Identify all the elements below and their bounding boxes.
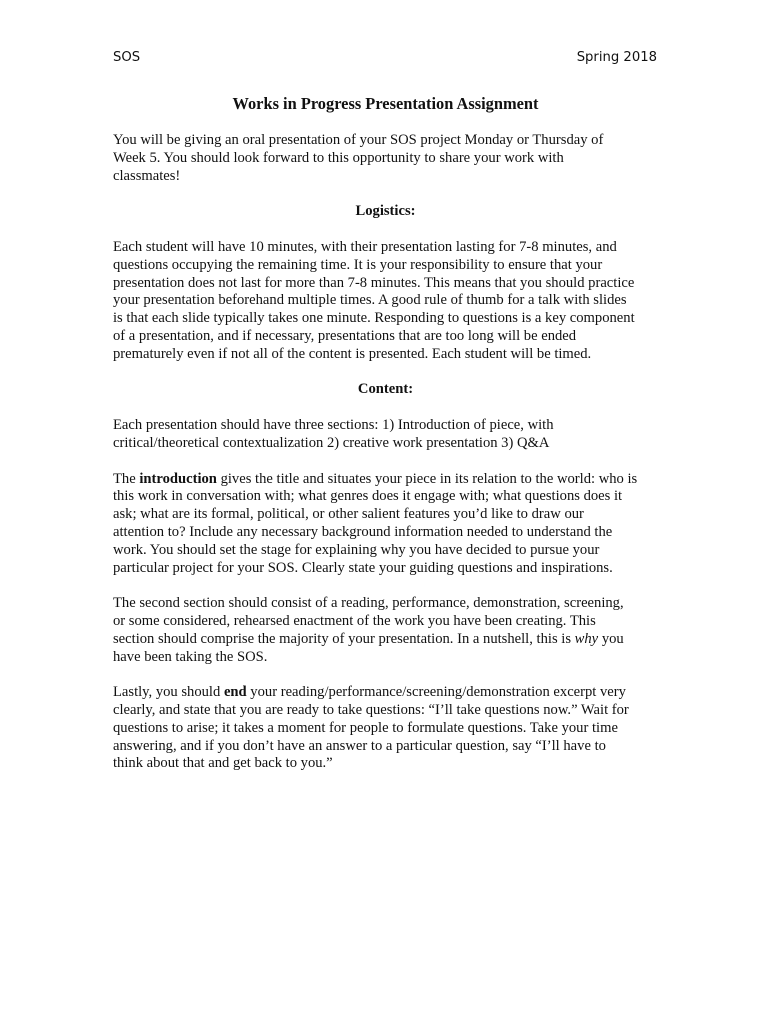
- final-line: think about that and get back to you.”: [113, 755, 333, 772]
- introduction-first-line: [113, 471, 658, 489]
- final-line-rest: your reading/performance/screening/demonstration excerpt very: [246, 684, 626, 701]
- final-first-line: [113, 684, 658, 702]
- logistics-heading: Logistics:: [355, 203, 416, 220]
- intro-line: Week 5. You should look forward to this opportunity to share your work with: [113, 149, 564, 166]
- final-line: clearly, and state that you are ready to take questions: “I’ll take questions now.” Wait for: [113, 701, 629, 718]
- page-header: [113, 48, 657, 68]
- final-line: answering, and if you don’t have an answer to a particular question, say “I’ll have to: [113, 737, 606, 754]
- second-section-line-end: you: [598, 630, 624, 647]
- intro-line: classmates!: [113, 167, 181, 184]
- second-section-line-start: section should comprise the majority of your presentation. In a nutshell, this is: [113, 630, 575, 647]
- header-term: Spring 2018: [576, 50, 657, 65]
- introduction-lead: The: [113, 470, 140, 487]
- introduction-line: particular project for your SOS. Clearly state your guiding questions and inspirations.: [113, 559, 613, 576]
- logistics-line: prematurely even if not all of the content is presented. Each student will be timed.: [113, 345, 592, 362]
- sections-line: Each presentation should have three sections: 1) Introduction of piece, with: [113, 417, 554, 434]
- introduction-line: work. You should set the stage for explaining why you have decided to pursue your: [113, 541, 600, 558]
- final-term-end: end: [223, 684, 247, 701]
- introduction-line-rest: gives the title and situates your piece in its relation to the world: who is: [216, 470, 638, 487]
- introduction-term: introduction: [139, 470, 217, 487]
- final-paragraph: [113, 684, 658, 773]
- document-title: Works in Progress Presentation Assignment: [232, 94, 539, 113]
- logistics-line: questions occupying the remaining time. It is your responsibility to ensure that your: [113, 256, 603, 273]
- second-section-line: have been taking the SOS.: [113, 648, 268, 665]
- second-section-paragraph: [113, 595, 658, 666]
- second-section-line: The second section should consist of a reading, performance, demonstration, screening,: [113, 595, 624, 612]
- introduction-line: attention to? Include any necessary background information needed to understand the: [113, 523, 613, 540]
- logistics-line: Each student will have 10 minutes, with their presentation lasting for 7-8 minutes, and: [113, 238, 617, 255]
- logistics-line: of a presentation, and if necessary, presentations that are too long will be ended: [113, 327, 577, 344]
- introduction-paragraph: [113, 471, 658, 578]
- final-line: questions to arise; it takes a moment for people to formulate questions. Take your time: [113, 719, 618, 736]
- sections-paragraph: [113, 417, 658, 453]
- intro-line: You will be giving an oral presentation of your SOS project Monday or Thursday of: [113, 132, 604, 148]
- second-section-line: or some considered, rehearsed enactment of the work you have been creating. This: [113, 612, 596, 629]
- header-course: SOS: [113, 50, 141, 65]
- introduction-line: this work in conversation with; what genres does it engage with; what questions does it: [113, 488, 623, 505]
- logistics-line: is that each slide typically takes one minute. Responding to questions is a key component: [113, 310, 635, 327]
- sections-line: critical/theoretical contextualization 2) creative work presentation 3) Q&A: [113, 434, 550, 451]
- final-lead: Lastly, you should: [113, 684, 224, 701]
- logistics-paragraph: [113, 239, 658, 364]
- document-body: [113, 93, 658, 791]
- emphasis-why: why: [574, 630, 599, 647]
- logistics-line: presentation does not last for more than 7-8 minutes. This means that you should practice: [113, 274, 635, 291]
- introduction-line: ask; what are its formal, political, or other salient features you’d like to draw our: [113, 506, 584, 523]
- second-section-line: [113, 631, 658, 649]
- intro-paragraph: [113, 132, 658, 185]
- content-heading: Content:: [357, 381, 414, 398]
- logistics-line: your presentation beforehand multiple times. A good rule of thumb for a talk with slides: [113, 292, 627, 309]
